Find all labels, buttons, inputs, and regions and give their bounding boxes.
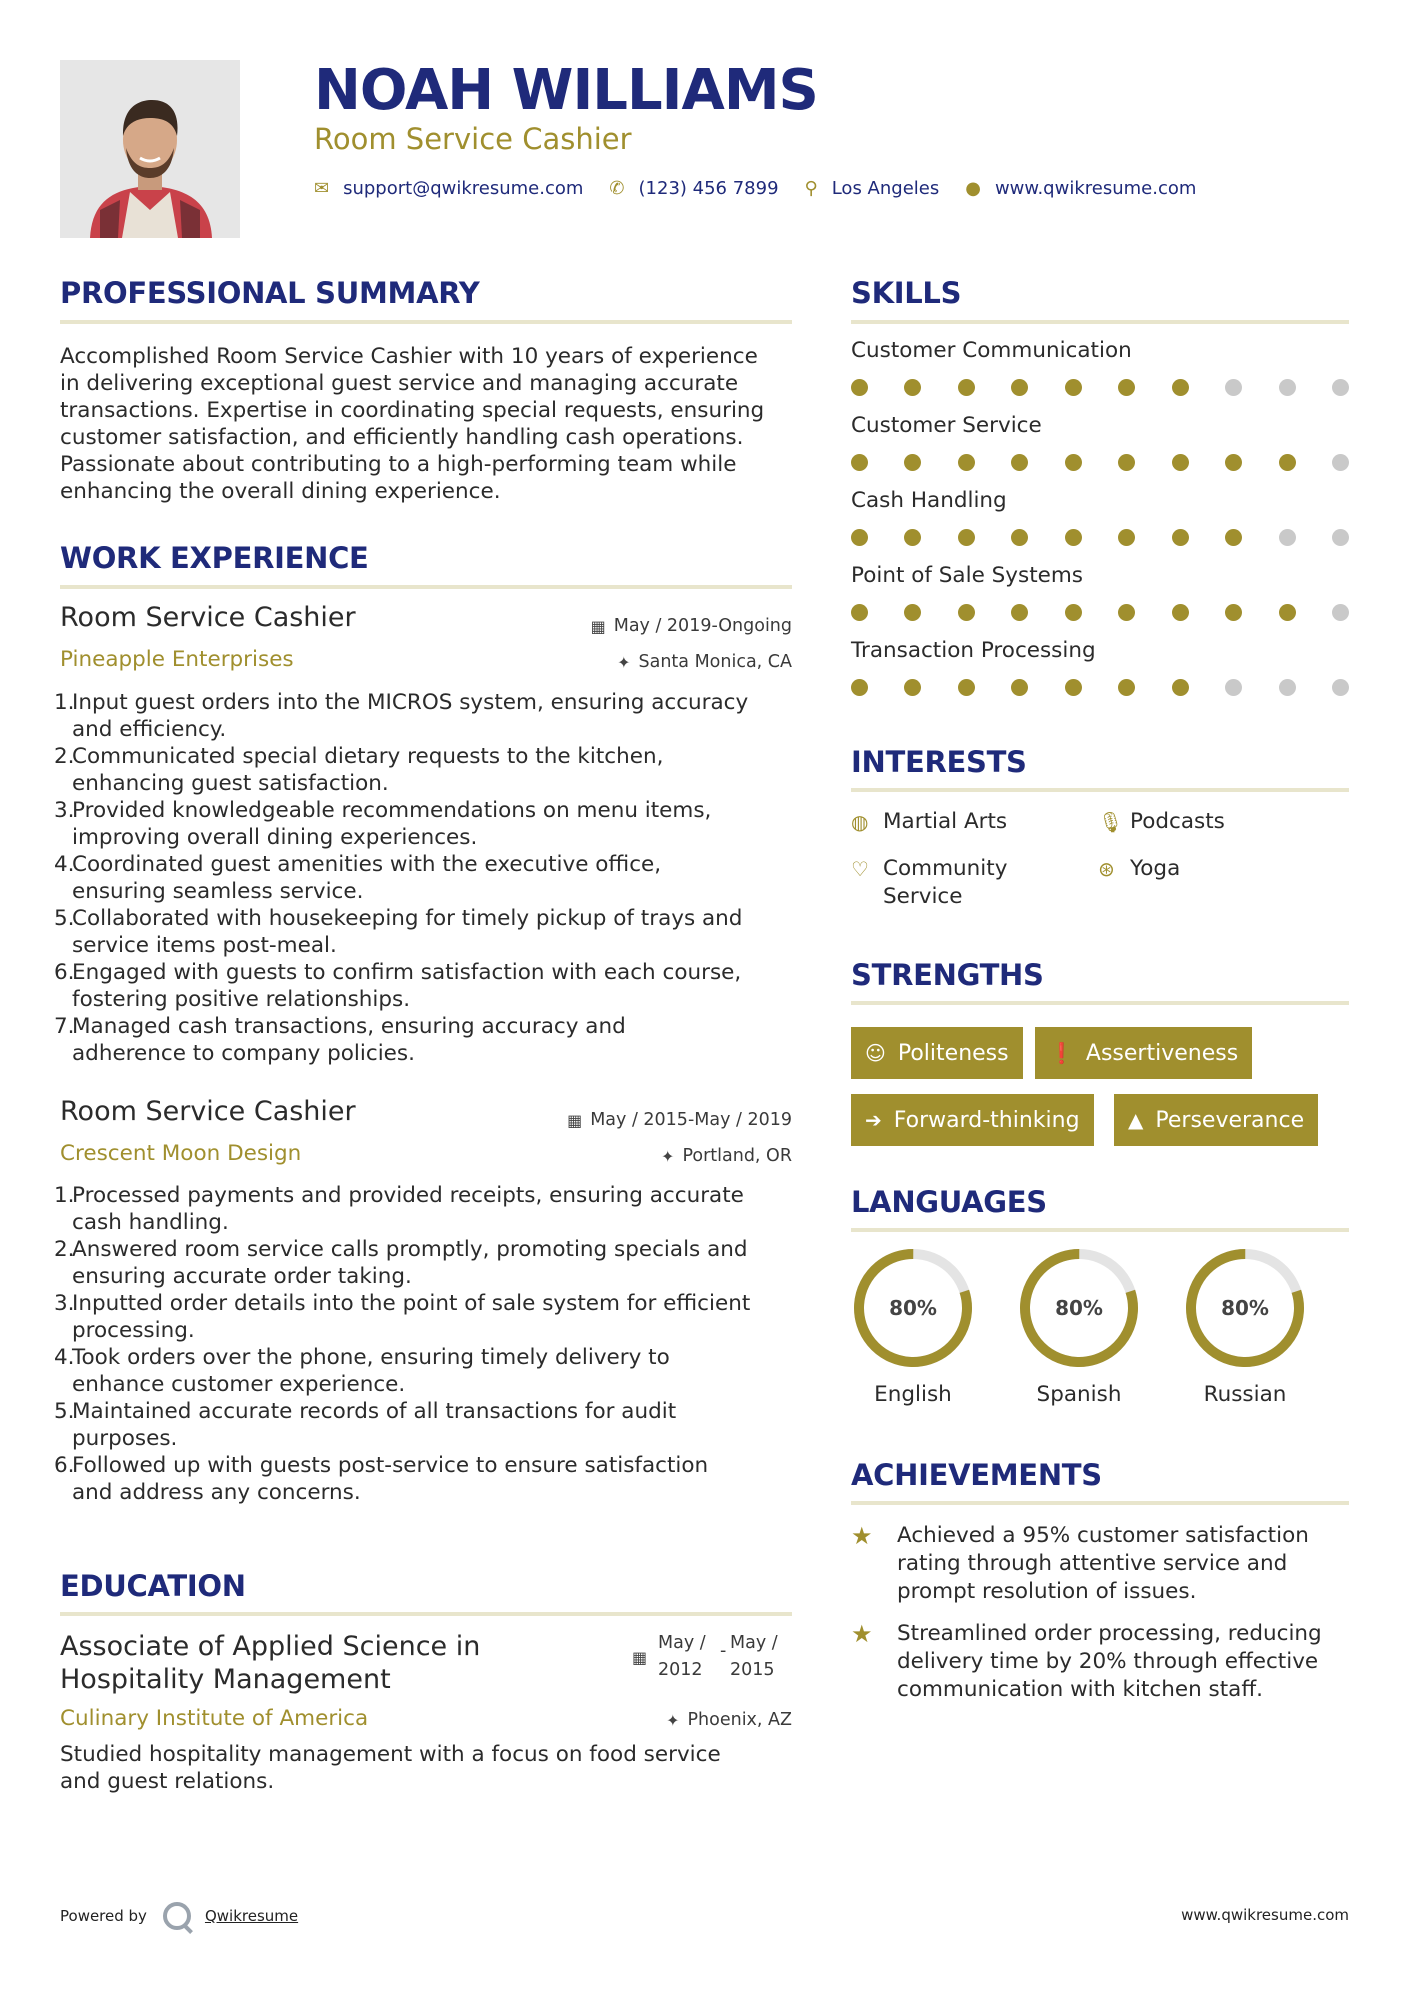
phone-text: (123) 456 7899 [638, 178, 779, 199]
profile-photo [60, 60, 240, 238]
star-icon: ★ [851, 1522, 873, 1550]
job-date-text: May / 2015-May / 2019 [590, 1110, 792, 1130]
rating-dot-filled [904, 454, 921, 471]
duty-item: 2. Communicated special dietary requests to the kitchen, enhancing guest satisfaction. [54, 744, 664, 796]
rating-dot-filled [1279, 454, 1296, 471]
rating-dot-filled [851, 529, 868, 546]
job-duties [54, 1182, 794, 1506]
job-company: Crescent Moon Design [60, 1141, 302, 1166]
star-icon: ★ [851, 1620, 873, 1648]
rating-dot-filled [851, 679, 868, 696]
achievement-text: Streamlined order processing, reducing delivery time by 20% through effective communication with kitchen staff. [897, 1621, 1322, 1702]
rating-dot-filled [1065, 379, 1082, 396]
skill-rating [851, 529, 1349, 549]
education-date [632, 1630, 792, 1690]
education-heading: EDUCATION [60, 1569, 246, 1603]
education-desc [60, 1741, 721, 1795]
rating-dot-filled [1065, 679, 1082, 696]
envelope-icon: ✉ [314, 178, 330, 199]
interests-list [851, 808, 1349, 918]
pushpin-icon: ✦ [617, 652, 631, 672]
exclamation-icon: ❗ [1049, 1041, 1074, 1065]
duty-item: 4. Took orders over the phone, ensuring timely delivery to enhance customer experience. [54, 1345, 670, 1397]
degree-line: Hospitality Management [60, 1664, 391, 1695]
location-text: Los Angeles [831, 178, 940, 199]
education-divider [60, 1612, 792, 1616]
job-duties [54, 689, 794, 1067]
summary-divider [60, 320, 792, 324]
job-entry [54, 602, 792, 1066]
summary-line: Passionate about contributing to a high-performing team while [60, 452, 737, 477]
rating-dot-filled [958, 679, 975, 696]
job-date-text: May / 2019-Ongoing [613, 616, 792, 636]
strength-label: Forward-thinking [893, 1107, 1080, 1133]
interest-item [851, 855, 1007, 911]
rating-dot-filled [1011, 379, 1028, 396]
duty-item: 1. Input guest orders into the MICROS system, ensuring accuracy and efficiency. [54, 690, 749, 742]
contact-phone[interactable] [609, 178, 778, 199]
job-date [567, 1110, 792, 1130]
candidate-role: Room Service Cashier [314, 122, 632, 156]
achievement-text: Achieved a 95% customer satisfaction rating through attentive service and prompt resolution of issues. [897, 1523, 1309, 1604]
interest-label: Yoga [1130, 856, 1181, 881]
footer-url[interactable]: www.qwikresume.com [1181, 1906, 1349, 1924]
interest-item [1098, 855, 1180, 883]
duty-item: 5. Collaborated with housekeeping for timely pickup of trays and service items post-meal. [54, 906, 743, 958]
rating-dot-filled [1118, 379, 1135, 396]
rating-dot-filled [958, 454, 975, 471]
language-percent: 80% [889, 1296, 937, 1320]
footer-powered-by [60, 1902, 298, 1930]
interest-label: Podcasts [1130, 809, 1225, 834]
job-location-text: Santa Monica, CA [638, 652, 792, 672]
school-location-text: Phoenix, AZ [687, 1710, 792, 1730]
candidate-name: NOAH WILLIAMS [314, 58, 818, 123]
rating-dot-filled [1279, 604, 1296, 621]
skills-heading: SKILLS [851, 276, 962, 310]
work-heading: WORK EXPERIENCE [60, 541, 369, 575]
language-percent: 80% [1055, 1296, 1103, 1320]
rating-dot-filled [958, 379, 975, 396]
languages-heading: LANGUAGES [851, 1185, 1047, 1219]
skills-divider [851, 320, 1349, 324]
rating-dot-filled [1011, 604, 1028, 621]
achievements-heading: ACHIEVEMENTS [851, 1458, 1102, 1492]
qwikresume-logo-icon [163, 1902, 191, 1930]
duty-item: 6. Engaged with guests to confirm satisfaction with each course, fostering positive relationships. [54, 960, 742, 1012]
rating-dot-empty [1332, 529, 1349, 546]
strength-label: Perseverance [1155, 1107, 1305, 1133]
rating-dot-filled [904, 529, 921, 546]
education-desc-line: Studied hospitality management with a focus on food service [60, 1742, 721, 1767]
rating-dot-filled [1172, 379, 1189, 396]
interest-item [1098, 808, 1225, 836]
rating-dot-empty [1279, 529, 1296, 546]
language-item [1180, 1246, 1310, 1407]
job-title: Room Service Cashier [60, 602, 356, 633]
interests-heading: INTERESTS [851, 745, 1027, 779]
strengths-divider [851, 1001, 1349, 1005]
rating-dot-filled [1225, 529, 1242, 546]
job-entry [54, 1096, 792, 1516]
job-location [617, 652, 792, 672]
calendar-icon: ▦ [567, 1110, 583, 1130]
job-title: Room Service Cashier [60, 1096, 356, 1127]
rating-dot-empty [1279, 379, 1296, 396]
heart-hands-icon: ♡ [851, 857, 869, 881]
contact-bar [314, 178, 1222, 199]
degree-title [60, 1630, 480, 1696]
summary-line: enhancing the overall dining experience. [60, 479, 501, 504]
rating-dot-filled [1172, 604, 1189, 621]
mountain-icon: ▲ [1128, 1108, 1144, 1132]
arrow-right-icon: ➔ [865, 1108, 882, 1132]
start-date: May / 2012 [658, 1633, 706, 1680]
rating-dot-filled [851, 379, 868, 396]
duty-item: 4. Coordinated guest amenities with the executive office, ensuring seamless service. [54, 852, 662, 904]
skill-name: Transaction Processing [851, 638, 1096, 663]
phone-icon: ✆ [609, 178, 625, 199]
skill-rating [851, 604, 1349, 624]
lifebuoy-icon: ⊛ [1098, 857, 1115, 881]
achievement-item [851, 1522, 1349, 1606]
strength-badge [851, 1027, 1023, 1079]
brand-link[interactable]: Qwikresume [204, 1907, 299, 1925]
summary-heading: PROFESSIONAL SUMMARY [60, 276, 480, 310]
rating-dot-empty [1225, 679, 1242, 696]
rating-dot-filled [1118, 529, 1135, 546]
rating-dot-filled [1225, 454, 1242, 471]
summary-text [60, 343, 792, 505]
strength-badge [851, 1094, 1094, 1146]
globe-icon: ● [965, 178, 981, 199]
rating-dot-filled [1118, 454, 1135, 471]
summary-line: customer satisfaction, and efficiently handling cash operations. [60, 425, 744, 450]
contact-website[interactable] [965, 178, 1196, 199]
rating-dot-filled [851, 604, 868, 621]
school-location [666, 1710, 792, 1730]
rating-dot-filled [1065, 604, 1082, 621]
skill-name: Point of Sale Systems [851, 563, 1084, 588]
achievements-divider [851, 1501, 1349, 1505]
duty-item: 1. Processed payments and provided receipts, ensuring accurate cash handling. [54, 1183, 744, 1235]
map-pin-icon: ⚲ [804, 178, 818, 199]
rating-dot-filled [1172, 679, 1189, 696]
rating-dot-empty [1279, 679, 1296, 696]
rating-dot-filled [1225, 604, 1242, 621]
languages-divider [851, 1228, 1349, 1232]
interests-divider [851, 788, 1349, 792]
skill-name: Customer Service [851, 413, 1042, 438]
language-item [1014, 1246, 1144, 1407]
languages-list [851, 1246, 1349, 1426]
duty-item: 5. Maintained accurate records of all transactions for audit purposes. [54, 1399, 677, 1451]
rating-dot-filled [958, 604, 975, 621]
duty-item: 7. Managed cash transactions, ensuring accuracy and adherence to company policies. [54, 1014, 626, 1066]
rating-dot-filled [1172, 454, 1189, 471]
achievement-item [851, 1620, 1349, 1704]
microphone-icon: 🎙 [1098, 810, 1124, 834]
rating-dot-empty [1332, 379, 1349, 396]
rating-dot-filled [1011, 529, 1028, 546]
rating-dot-filled [851, 454, 868, 471]
summary-line: in delivering exceptional guest service and managing accurate [60, 371, 739, 396]
end-date: May / 2015 [730, 1633, 778, 1680]
language-item [848, 1246, 978, 1407]
strength-label: Politeness [897, 1040, 1009, 1066]
pushpin-icon: ✦ [661, 1146, 675, 1166]
smile-icon: ☺ [865, 1041, 886, 1065]
rating-dot-filled [1065, 529, 1082, 546]
rating-dot-filled [1011, 454, 1028, 471]
interest-label: Martial Arts [883, 809, 1008, 834]
rating-dot-empty [1332, 679, 1349, 696]
school-name: Culinary Institute of America [60, 1706, 369, 1731]
globe-icon: ◍ [851, 810, 869, 834]
strength-badge [1035, 1027, 1252, 1079]
rating-dot-empty [1225, 379, 1242, 396]
skills-list [851, 338, 1349, 708]
calendar-icon: ▦ [632, 1648, 648, 1667]
skill-name: Cash Handling [851, 488, 1007, 513]
job-company: Pineapple Enterprises [60, 647, 294, 672]
rating-dot-filled [1065, 454, 1082, 471]
skill-name: Customer Communication [851, 338, 1132, 363]
duty-item: 2. Answered room service calls promptly, promoting specials and ensuring accurate order taking. [54, 1237, 748, 1289]
duty-item: 6. Followed up with guests post-service to ensure satisfaction and address any concerns. [54, 1453, 709, 1505]
rating-dot-filled [958, 529, 975, 546]
strengths-list [851, 1027, 1349, 1149]
language-name: English [874, 1382, 952, 1407]
duty-item: 3. Provided knowledgeable recommendations on menu items, improving overall dining experiences. [54, 798, 712, 850]
strengths-heading: STRENGTHS [851, 958, 1044, 992]
rating-dot-filled [904, 379, 921, 396]
job-location-text: Portland, OR [682, 1146, 792, 1166]
rating-dot-empty [1332, 454, 1349, 471]
job-date [591, 616, 792, 636]
strength-badge [1114, 1094, 1318, 1146]
rating-dot-empty [1332, 604, 1349, 621]
contact-email[interactable] [314, 178, 583, 199]
rating-dot-filled [1118, 604, 1135, 621]
calendar-icon: ▦ [590, 616, 606, 636]
interest-item [851, 808, 1007, 836]
work-divider [60, 585, 792, 589]
skill-rating [851, 679, 1349, 699]
duty-item: 3. Inputted order details into the point of sale system for efficient processing. [54, 1291, 751, 1343]
degree-line: Associate of Applied Science in [60, 1631, 481, 1662]
rating-dot-filled [1011, 679, 1028, 696]
rating-dot-filled [904, 679, 921, 696]
language-percent: 80% [1221, 1296, 1269, 1320]
summary-line: Accomplished Room Service Cashier with 10 years of experience [60, 344, 758, 369]
email-text: support@qwikresume.com [343, 178, 584, 199]
summary-line: transactions. Expertise in coordinating special requests, ensuring [60, 398, 765, 423]
pushpin-icon: ✦ [666, 1710, 680, 1730]
website-text: www.qwikresume.com [994, 178, 1197, 199]
rating-dot-filled [1118, 679, 1135, 696]
job-location [661, 1146, 792, 1166]
rating-dot-filled [1172, 529, 1189, 546]
rating-dot-filled [904, 604, 921, 621]
education-desc-line: and guest relations. [60, 1769, 275, 1794]
powered-by-label: Powered by [60, 1907, 147, 1925]
education-entry [60, 1630, 792, 1810]
language-name: Spanish [1036, 1382, 1122, 1407]
contact-location [805, 178, 940, 199]
achievements-list [851, 1522, 1349, 1712]
date-separator: - [720, 1641, 727, 1661]
strength-label: Assertiveness [1085, 1040, 1239, 1066]
language-name: Russian [1203, 1382, 1287, 1407]
skill-rating [851, 379, 1349, 399]
interest-label: Community Service [883, 856, 1008, 909]
skill-rating [851, 454, 1349, 474]
